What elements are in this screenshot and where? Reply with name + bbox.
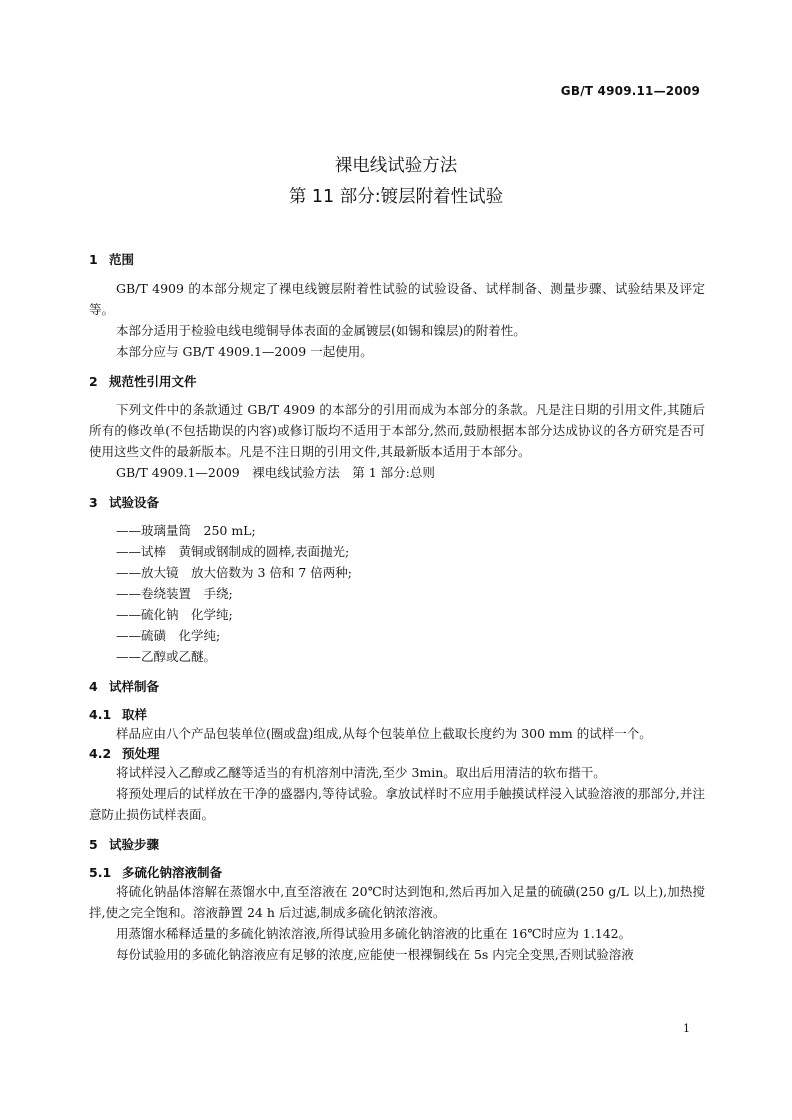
standard-number: GB/T 4909.11—2009 <box>560 84 700 98</box>
paragraph: 将预处理后的试样放在干净的盛器内,等待试验。拿放试样时不应用手触摸试样浸入试验溶液的那部分,并注意防止损伤试样表面。 <box>89 786 705 822</box>
document-body <box>89 250 705 965</box>
reference-entry: GB/T 4909.1—2009 裸电线试验方法 第 1 部分:总则 <box>116 465 435 480</box>
section-heading: 3 试验设备 <box>89 495 160 510</box>
section-heading: 4 试样制备 <box>89 679 160 694</box>
paragraph: 本部分应与 GB/T 4909.1—2009 一起使用。 <box>116 344 373 359</box>
subsection-heading: 4.1 取样 <box>89 707 148 722</box>
page-number: 1 <box>683 1022 690 1035</box>
paragraph: 将试样浸入乙醇或乙醚等适当的有机溶剂中清洗,至少 3min。取出后用清洁的软布揩干。 <box>116 765 606 780</box>
paragraph: 本部分适用于检验电线电缆铜导体表面的金属镀层(如锡和镍层)的附着性。 <box>116 323 526 338</box>
list-item: ——卷绕装置 手绕; <box>116 586 233 601</box>
document-subtitle: 第 11 部分:镀层附着性试验 <box>288 187 504 207</box>
subsection-heading: 4.2 预处理 <box>89 746 160 761</box>
list-item: ——硫磺 化学纯; <box>116 628 221 643</box>
document-title: 裸电线试验方法 <box>334 156 458 176</box>
paragraph: 将硫化钠晶体溶解在蒸馏水中,直至溶液在 20℃时达到饱和,然后再加入足量的硫磺(250 g/L 以上),加热搅拌,使之完全饱和。溶液静置 24 h 后过滤,制成多硫化钠浓溶液。 <box>89 884 705 920</box>
section-heading: 1 范围 <box>89 252 135 267</box>
paragraph: 样品应由八个产品包装单位(圈或盘)组成,从每个包装单位上截取长度约为 300 mm 的试样一个。 <box>116 726 652 741</box>
list-item: ——乙醇或乙醚。 <box>116 649 217 664</box>
list-item: ——试棒 黄铜或钢制成的圆棒,表面抛光; <box>116 544 350 559</box>
list-item: ——玻璃量筒 250 mL; <box>116 523 256 538</box>
paragraph: GB/T 4909 的本部分规定了裸电线镀层附着性试验的试验设备、试样制备、测量步骤、试验结果及评定等。 <box>89 281 705 317</box>
section-heading: 5 试验步骤 <box>89 837 160 852</box>
paragraph: 下列文件中的条款通过 GB/T 4909 的本部分的引用而成为本部分的条款。凡是注日期的引用文件,其随后所有的修改单(不包括勘误的内容)或修订版均不适用于本部分,然而,鼓励根据本部分达成协议的各方研究是否可使用这些文件的最新版本。凡是不注日期的引用文件,其最新版本适用于本部分。 <box>89 402 705 459</box>
paragraph: 用蒸馏水稀释适量的多硫化钠浓溶液,所得试验用多硫化钠溶液的比重在 16℃时应为 1.142。 <box>116 926 632 941</box>
list-item: ——硫化钠 化学纯; <box>116 607 233 622</box>
list-item: ——放大镜 放大倍数为 3 倍和 7 倍两种; <box>116 565 353 580</box>
paragraph: 每份试验用的多硫化钠溶液应有足够的浓度,应能使一根裸铜线在 5s 内完全变黑,否则试验溶液 <box>116 947 634 962</box>
subsection-heading: 5.1 多硫化钠溶液制备 <box>89 865 223 880</box>
section-heading: 2 规范性引用文件 <box>89 374 197 389</box>
